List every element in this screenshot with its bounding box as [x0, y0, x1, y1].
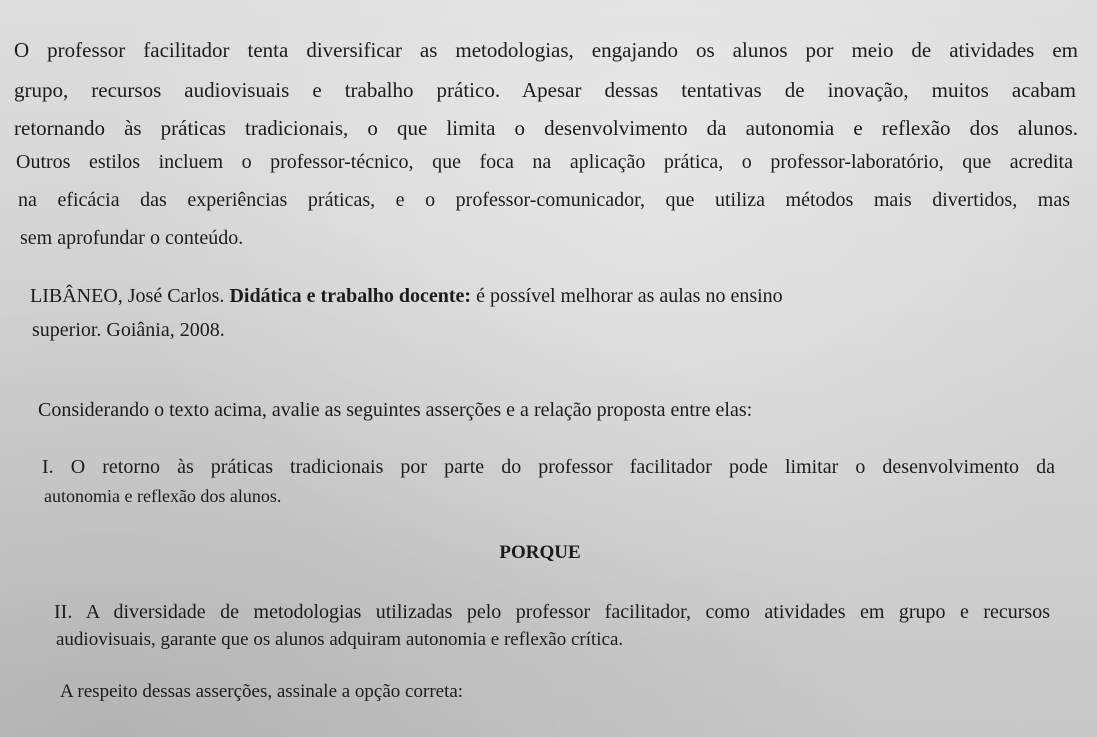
- reference-line-1: [30, 284, 783, 308]
- paragraph-line-5: na eficácia das experiências práticas, e o professor-comunicador, que utiliza métodos mais divertidos, mas: [18, 189, 1070, 211]
- assertion-1-line-1: I. O retorno às práticas tradicionais por parte do professor facilitador pode limitar o desenvolvimento da: [42, 456, 1055, 478]
- connector-porque: PORQUE: [499, 542, 581, 563]
- paragraph-line-4: Outros estilos incluem o professor-técnico, que foca na aplicação prática, o professor-laboratório, que acredita: [16, 151, 1073, 173]
- paragraph-line-6: sem aprofundar o conteúdo.: [20, 227, 244, 249]
- paragraph-line-1: O professor facilitador tenta diversificar as metodologias, engajando os alunos por meio de atividades em: [14, 38, 1078, 62]
- question-prompt: Considerando o texto acima, avalie as seguintes asserções e a relação proposta entre elas:: [38, 399, 753, 421]
- reference-line-2: superior. Goiânia, 2008.: [32, 319, 225, 341]
- assertion-1-line-2: autonomia e reflexão dos alunos.: [44, 486, 282, 506]
- reference-title: Didática e trabalho docente:: [229, 285, 472, 307]
- assertion-2-line-1: II. A diversidade de metodologias utilizadas pelo professor facilitador, como atividades em grupo e recursos: [54, 601, 1050, 623]
- assertion-2-line-2: audiovisuais, garante que os alunos adquiram autonomia e reflexão crítica.: [56, 629, 624, 650]
- paragraph-line-3: retornando às práticas tradicionais, o que limita o desenvolvimento da autonomia e reflexão dos alunos.: [14, 116, 1078, 140]
- reference-subtitle: é possível melhorar as aulas no ensino: [471, 285, 783, 307]
- answer-instruction: A respeito dessas asserções, assinale a opção correta:: [60, 681, 464, 702]
- reference-author: LIBÂNEO, José Carlos.: [30, 285, 230, 307]
- paragraph-line-2: grupo, recursos audiovisuais e trabalho prático. Apesar dessas tentativas de inovação, muitos acabam: [14, 78, 1076, 102]
